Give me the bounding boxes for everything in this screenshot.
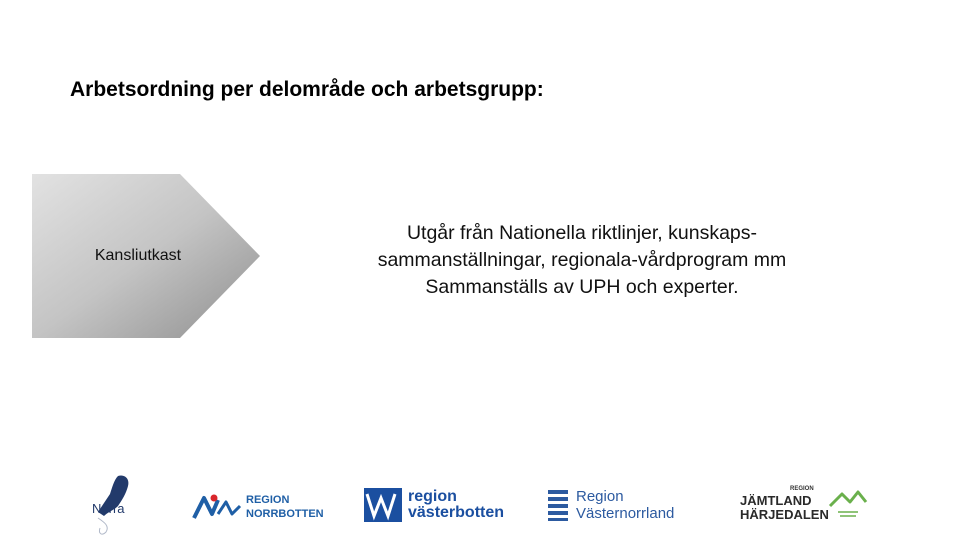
norra-logo xyxy=(88,472,140,538)
logo-row xyxy=(0,470,960,540)
vasternorrland-line2: Västernorrland xyxy=(576,505,675,522)
norrbotten-line1: REGION xyxy=(246,494,290,506)
norra-logo-text: Norra xyxy=(92,501,125,516)
region-vasterbotten-logo xyxy=(364,488,504,524)
vasternorrland-mark-icon xyxy=(548,488,570,522)
slide-title: Arbetsordning per delområde och arbetsgrupp: xyxy=(70,78,544,101)
vasterbotten-mark-icon xyxy=(364,488,402,522)
region-jamtland-harjedalen-logo xyxy=(738,484,870,524)
step-description xyxy=(332,220,832,301)
description-line: sammanställningar, regionala-vårdprogram mm xyxy=(377,249,787,271)
description-line: Sammanställs av UPH och experter. xyxy=(425,276,739,298)
description-line: Utgår från Nationella riktlinjer, kunskaps- xyxy=(406,222,758,244)
norrbotten-line2: NORRBOTTEN xyxy=(246,508,324,520)
vasterbotten-line2: västerbotten xyxy=(408,504,505,521)
process-step-chevron xyxy=(32,174,262,338)
norrbotten-wave-icon xyxy=(192,492,242,522)
vasterbotten-line1: region xyxy=(408,488,457,505)
jamtland-mountain-icon xyxy=(828,486,868,520)
region-vasternorrland-logo xyxy=(548,488,688,524)
chevron-label: Kansliutkast xyxy=(94,247,182,264)
vasternorrland-line1: Region xyxy=(576,488,624,505)
region-norrbotten-logo xyxy=(192,490,324,524)
jamtland-small-label: REGION xyxy=(790,486,814,492)
jamtland-line2: HÄRJEDALEN xyxy=(740,507,829,522)
jamtland-line1: JÄMTLAND xyxy=(740,493,812,508)
